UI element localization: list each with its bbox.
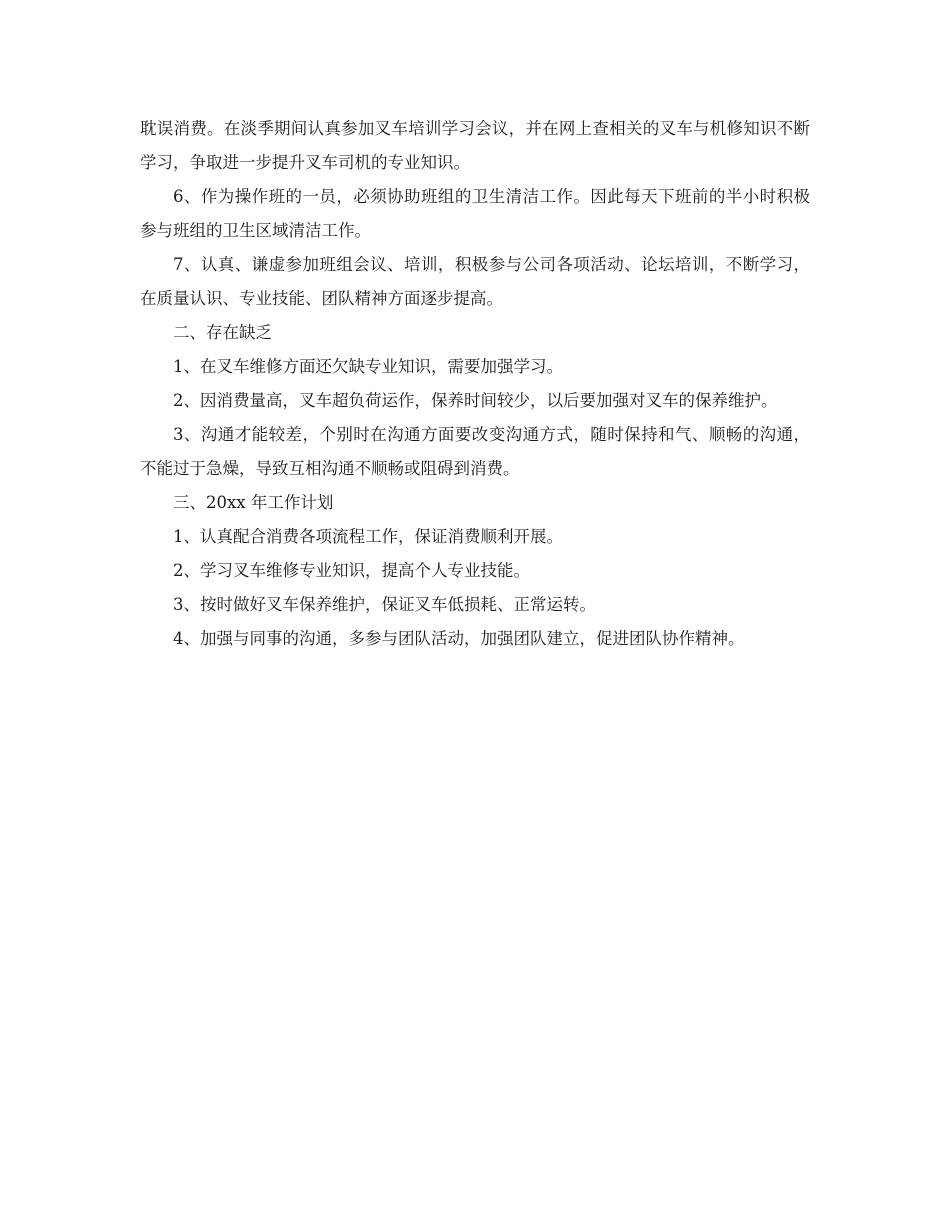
document-body (140, 112, 810, 656)
paragraph-item-7: 7、认真、谦虚参加班组会议、培训，积极参与公司各项活动、论坛培训，不断学习，在质量认识、专业技能、团队精神方面逐步提高。 (140, 255, 810, 308)
paragraph-item-6: 6、作为操作班的一员，必须协助班组的卫生清洁工作。因此每天下班前的半小时积极参与班组的卫生区域清洁工作。 (140, 187, 810, 240)
paragraph-shortcoming-3: 3、沟通才能较差，个别时在沟通方面要改变沟通方式，随时保持和气、顺畅的沟通，不能过于急燥，导致互相沟通不顺畅或阻碍到消费。 (140, 425, 810, 478)
paragraph-plan-2: 2、学习叉车维修专业知识，提高个人专业技能。 (173, 561, 530, 580)
paragraph-plan-4: 4、加强与同事的沟通，多参与团队活动，加强团队建立，促进团队协作精神。 (173, 629, 745, 648)
section-heading-shortcomings: 二、存在缺乏 (173, 323, 272, 342)
paragraph-plan-3: 3、按时做好叉车保养维护，保证叉车低损耗、正常运转。 (173, 595, 596, 614)
paragraph-plan-1: 1、认真配合消费各项流程工作，保证消费顺利开展。 (173, 527, 563, 546)
paragraph-shortcoming-1: 1、在叉车维修方面还欠缺专业知识，需要加强学习。 (173, 357, 563, 376)
section-heading-work-plan: 三、20xx 年工作计划 (173, 493, 334, 512)
paragraph-continuation: 耽误消费。在淡季期间认真参加叉车培训学习会议，并在网上查相关的叉车与机修知识不断学习，争取进一步提升叉车司机的专业知识。 (140, 119, 810, 172)
paragraph-shortcoming-2: 2、因消费量高，叉车超负荷运作，保养时间较少，以后要加强对叉车的保养维护。 (173, 391, 778, 410)
